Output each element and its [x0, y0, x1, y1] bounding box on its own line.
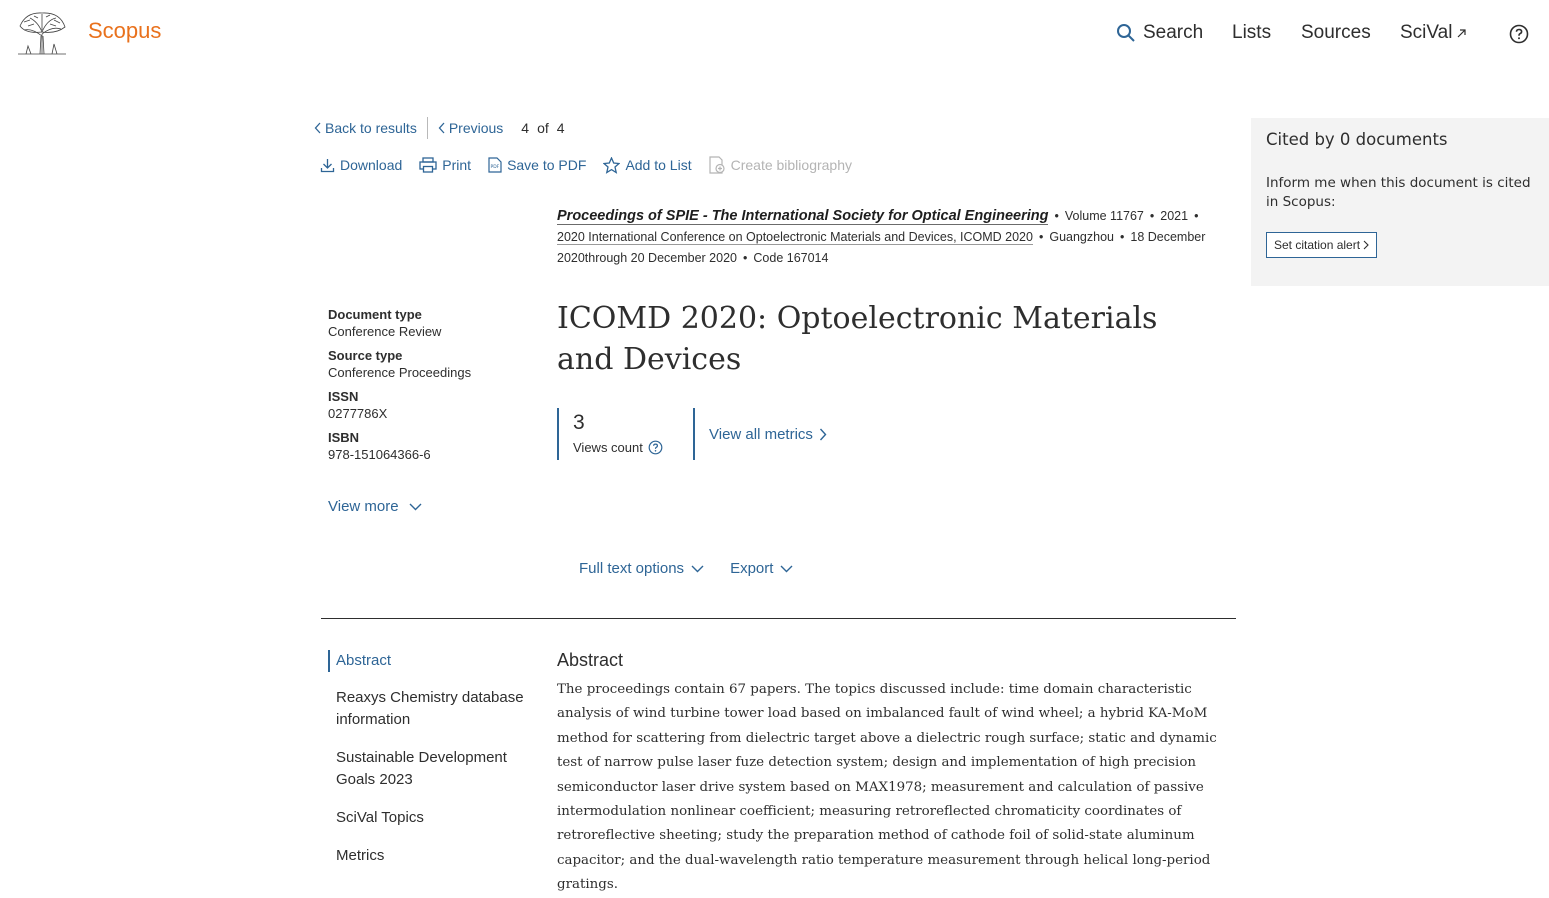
dot-separator: •	[1038, 230, 1044, 244]
sidenav-reaxys[interactable]: Reaxys Chemistry database information	[336, 689, 524, 728]
external-link-icon	[1456, 28, 1467, 39]
save-to-pdf-button[interactable]	[488, 157, 586, 173]
search-icon	[1116, 23, 1136, 43]
document-type-value: Conference Review	[328, 324, 442, 339]
abstract-text: The proceedings contain 67 papers. The topics discussed include: time domain characteristic analysis of wind turbine tower load based on imbalanced fault of wind wheel; a hybrid KA-MoM method for scattering from dielectric target above a dielectric rough surface; static and dynamic test of narrow pulse laser fuze detection system; design and implementation of high precision semiconductor laser drive system based on MAX1978; measurement and calculation of passive intermodulation nonlinear coefficient; measuring retroreflected chromaticity coordinates of retroreflective sheeting; study the preparation method of cathode foil of solid-state aluminum capacitor; and the dual-wavelength ratio temperature measurement through helical long-period gratings.	[557, 682, 1217, 893]
chevron-down-icon	[409, 503, 422, 511]
view-more-label: View more	[328, 498, 399, 515]
issn-value: 0277786X	[328, 406, 388, 421]
dot-separator: •	[1194, 209, 1199, 223]
result-current: 4	[521, 120, 530, 136]
full-text-options-label: Full text options	[579, 560, 685, 577]
issn-label: ISSN	[328, 389, 359, 404]
section-divider	[321, 618, 1236, 619]
add-to-list-label: Add to List	[625, 157, 692, 173]
download-label: Download	[340, 157, 403, 173]
print-icon	[419, 157, 437, 173]
cited-by-panel	[1251, 118, 1549, 286]
chevron-down-icon	[780, 565, 793, 573]
views-count: 3	[573, 411, 585, 434]
create-bibliography-button[interactable]	[709, 156, 852, 174]
download-button[interactable]	[320, 157, 402, 173]
source-info	[557, 206, 1227, 269]
sidenav-abstract[interactable]: Abstract	[328, 650, 538, 672]
create-bibliography-label: Create bibliography	[730, 157, 852, 173]
document-type-label: Document type	[328, 307, 422, 322]
previous-link[interactable]	[438, 120, 503, 136]
document-metadata	[328, 307, 528, 471]
nav-separator	[427, 117, 428, 139]
volume: Volume 11767	[1064, 209, 1144, 223]
nav-search[interactable]	[1116, 22, 1203, 44]
pdf-icon	[488, 157, 502, 173]
elsevier-logo-icon[interactable]	[16, 10, 68, 56]
conference-dates: 18 December 2020through 20 December 2020	[557, 230, 1206, 265]
nav-scival-label: SciVal	[1400, 22, 1453, 43]
previous-label: Previous	[448, 120, 504, 136]
sidenav-scival-topics[interactable]: SciVal Topics	[336, 809, 424, 826]
nav-search-label: Search	[1143, 22, 1204, 43]
result-total: 4	[556, 120, 565, 136]
chevron-left-icon	[314, 122, 322, 134]
conference-code: Code 167014	[753, 251, 829, 265]
year: 2021	[1160, 209, 1189, 223]
views-metric	[557, 408, 693, 460]
document-options	[579, 560, 819, 577]
nav-sources[interactable]: Sources	[1301, 22, 1371, 43]
source-type-value: Conference Proceedings	[328, 365, 472, 380]
view-more-button[interactable]	[328, 498, 422, 515]
chevron-right-icon	[819, 428, 827, 441]
sidenav-sdg[interactable]: Sustainable Development Goals 2023	[336, 749, 507, 788]
cited-by-text: Inform me when this document is cited in Scopus:	[1266, 175, 1531, 210]
sidenav-metrics[interactable]: Metrics	[336, 847, 385, 864]
export-label: Export	[730, 560, 774, 577]
set-citation-alert-label: Set citation alert	[1274, 238, 1361, 252]
export-dropdown[interactable]	[730, 560, 793, 577]
dot-separator: •	[1054, 209, 1059, 223]
document-title: ICOMD 2020: Optoelectronic Materials and Devices	[557, 301, 1158, 377]
conference-location: Guangzhou	[1049, 230, 1114, 244]
print-button[interactable]	[419, 157, 471, 173]
print-label: Print	[442, 157, 472, 173]
source-type-label: Source type	[328, 348, 403, 363]
help-icon[interactable]	[1509, 24, 1529, 44]
cited-by-heading: Cited by 0 documents	[1266, 130, 1448, 149]
bibliography-icon	[709, 156, 726, 174]
save-to-pdf-label: Save to PDF	[507, 157, 587, 173]
set-citation-alert-button[interactable]	[1266, 232, 1377, 258]
help-icon[interactable]	[648, 440, 663, 455]
back-to-results-label: Back to results	[325, 120, 417, 136]
result-of: of	[537, 120, 549, 136]
journal-title-link[interactable]: Proceedings of SPIE - The International Society for Optical Engineering	[557, 208, 1049, 224]
views-count-label-row	[573, 440, 693, 455]
conference-name: 2020 International Conference on Optoelectronic Materials and Devices, ICOMD 2020	[557, 230, 1033, 244]
top-header	[0, 0, 1549, 70]
dot-separator: •	[743, 251, 748, 265]
dot-separator: •	[1119, 230, 1125, 244]
nav-scival[interactable]	[1400, 22, 1467, 44]
document-toolbar	[320, 156, 869, 174]
chevron-down-icon	[691, 565, 704, 573]
abstract-heading: Abstract	[557, 650, 624, 670]
star-icon	[603, 157, 620, 174]
back-to-results-link[interactable]	[314, 120, 417, 136]
metrics-block	[557, 408, 827, 460]
dot-separator: •	[1149, 209, 1155, 223]
add-to-list-button[interactable]	[603, 157, 691, 174]
section-sidenav	[328, 650, 538, 883]
view-all-metrics-link[interactable]	[693, 408, 827, 460]
result-navigation	[314, 117, 565, 139]
isbn-label: ISBN	[328, 430, 360, 445]
view-all-metrics-label: View all metrics	[709, 425, 813, 443]
download-icon	[320, 158, 335, 173]
isbn-value: 978-151064366-6	[328, 447, 431, 462]
chevron-left-icon	[438, 122, 446, 134]
chevron-right-icon	[1363, 240, 1369, 250]
views-count-label: Views count	[573, 440, 643, 455]
scopus-brand[interactable]: Scopus	[88, 18, 162, 43]
svg-text:PDF: PDF	[490, 165, 500, 170]
nav-lists[interactable]: Lists	[1232, 22, 1272, 43]
result-counter	[521, 120, 564, 136]
full-text-options-dropdown[interactable]	[579, 560, 704, 577]
